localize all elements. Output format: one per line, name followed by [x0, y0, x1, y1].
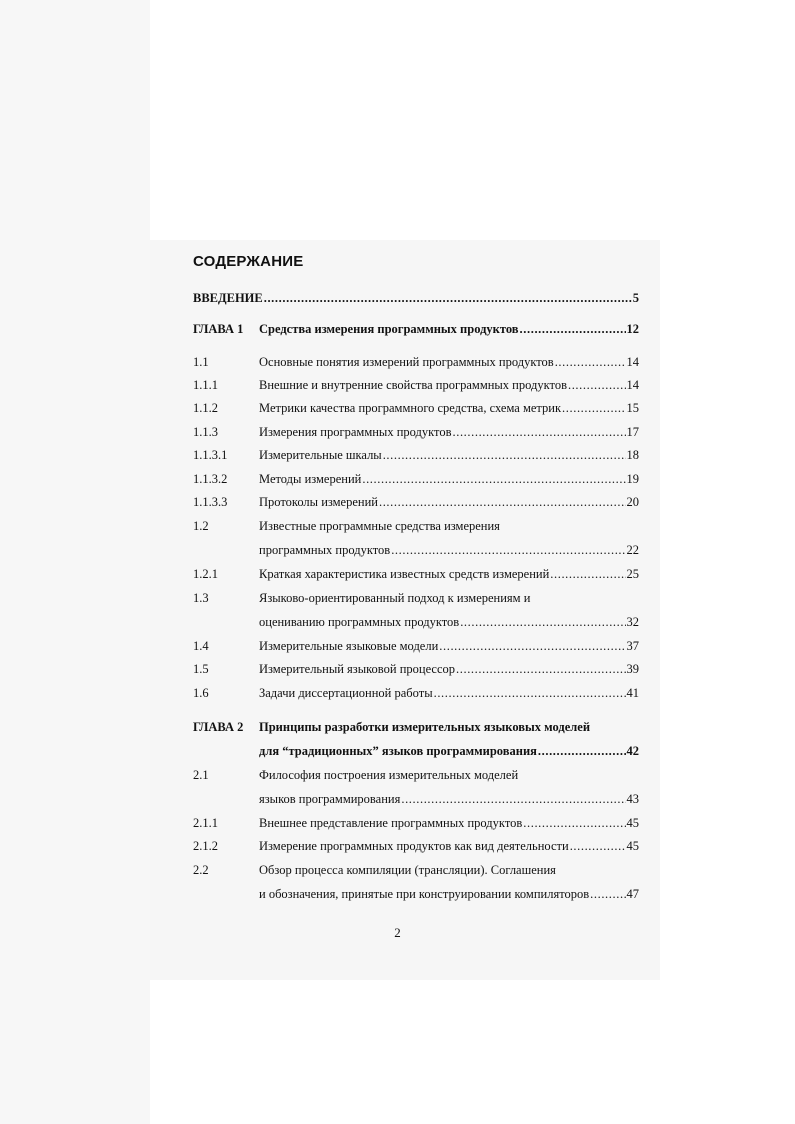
dot-leader [568, 376, 626, 394]
toc-entry-page: 14 [626, 355, 639, 369]
toc-entry-line [259, 790, 639, 808]
toc-entry-line [259, 517, 639, 535]
dot-leader [453, 423, 626, 441]
toc-entry-title: Методы измерений [259, 472, 362, 486]
toc-entry-line [259, 376, 639, 394]
toc-entry-number: 2.2 [193, 863, 209, 877]
toc-entry [193, 660, 639, 678]
toc-entry-title: и обозначения, принятые при конструировании компиляторов [259, 887, 590, 901]
toc-entry-number: 1.2.1 [193, 567, 218, 581]
toc-entry-page: 14 [626, 378, 639, 392]
dot-leader [550, 565, 625, 583]
toc-entry-line [259, 423, 639, 441]
toc-entry [193, 399, 639, 417]
toc-entry [193, 718, 639, 736]
toc-entry-page: 32 [626, 615, 639, 629]
dot-leader [383, 446, 626, 464]
dot-leader [570, 837, 626, 855]
toc-entry-title: Языково-ориентированный подход к измерениям и [259, 591, 531, 605]
toc-entry-number: 2.1.1 [193, 816, 218, 830]
toc-entry [193, 565, 639, 583]
toc-entry [193, 517, 639, 535]
dot-leader [456, 660, 625, 678]
toc-entry-line [259, 470, 639, 488]
toc-entry-title: Средства измерения программных продуктов [259, 322, 519, 336]
toc-heading: СОДЕРЖАНИЕ [193, 253, 304, 270]
toc-entry-page: 41 [626, 686, 639, 700]
toc-entry-page: 42 [626, 744, 639, 758]
toc-entry-title: оцениванию программных продуктов [259, 615, 460, 629]
toc-entry [193, 470, 639, 488]
dot-leader [401, 790, 625, 808]
dot-leader [523, 814, 625, 832]
toc-entry-number: 1.1.3.3 [193, 495, 228, 509]
toc-entry-number: 1.2 [193, 519, 209, 533]
dot-leader [520, 320, 626, 338]
toc-entry-title: Измерительные языковые модели [259, 639, 439, 653]
toc-entry-number: 1.1.1 [193, 378, 218, 392]
toc-entry [193, 289, 639, 307]
toc-entry-line [259, 589, 639, 607]
toc-entry-line [259, 718, 639, 736]
toc-entry-page: 37 [626, 639, 639, 653]
toc-entry [193, 885, 639, 903]
toc-entry-line [259, 353, 639, 371]
toc-entry-line [259, 399, 639, 417]
toc-entry-line [259, 541, 639, 559]
toc-entry-title: Измерение программных продуктов как вид деятельности [259, 839, 569, 853]
toc-entry-title: Известные программные средства измерения [259, 519, 500, 533]
toc-entry-page: 5 [632, 291, 639, 305]
toc-entry [193, 790, 639, 808]
toc-entry-page: 45 [626, 816, 639, 830]
toc-entry-line [259, 742, 639, 760]
toc-entry-page: 17 [626, 425, 639, 439]
toc-entry-page: 47 [626, 887, 639, 901]
toc-entry [193, 861, 639, 879]
toc-entry [193, 353, 639, 371]
toc-entry-line [259, 814, 639, 832]
toc-entry-page: 15 [626, 401, 639, 415]
toc-entry-title: Принципы разработки измерительных языковых моделей [259, 720, 591, 734]
toc-entry [193, 423, 639, 441]
toc-entry-line [259, 766, 639, 784]
toc-entry-page: 43 [626, 792, 639, 806]
toc-entry-line [193, 289, 639, 307]
dot-leader [590, 885, 625, 903]
toc-entry-title: Обзор процесса компиляции (трансляции). Соглашения [259, 863, 556, 877]
toc-entry-number: 1.1.3.2 [193, 472, 228, 486]
toc-entry-line [259, 660, 639, 678]
toc-entry-number: 1.4 [193, 639, 209, 653]
toc-entry-line [259, 861, 639, 879]
toc-entry [193, 541, 639, 559]
toc-entry-page: 22 [626, 543, 639, 557]
dot-leader [434, 684, 626, 702]
toc-entry [193, 613, 639, 631]
page-number: 2 [394, 925, 401, 940]
toc-entry-number: 2.1.2 [193, 839, 218, 853]
toc-entry-number: 1.1.3 [193, 425, 218, 439]
dot-leader [538, 742, 626, 760]
toc-entry-line [259, 637, 639, 655]
toc-entry-title: Основные понятия измерений программных продуктов [259, 355, 554, 369]
toc-entry-number: 1.5 [193, 662, 209, 676]
dot-leader [562, 399, 625, 417]
toc-entry-line [259, 613, 639, 631]
toc-entry [193, 446, 639, 464]
dot-leader [391, 541, 625, 559]
toc-entry-number: ГЛАВА 2 [193, 720, 244, 734]
toc-entry-title: Внешнее представление программных продуктов [259, 816, 523, 830]
toc-entry-title: Задачи диссертационной работы [259, 686, 433, 700]
dot-leader [362, 470, 625, 488]
dot-leader [264, 289, 632, 307]
toc-entry-page: 12 [626, 322, 639, 336]
dot-leader [460, 613, 625, 631]
toc-entry-title: программных продуктов [259, 543, 391, 557]
toc-entry-line [259, 684, 639, 702]
toc-entry-number: 1.6 [193, 686, 209, 700]
toc-entry-line [259, 885, 639, 903]
scan-margin-shade [0, 0, 150, 1124]
toc-entry [193, 589, 639, 607]
toc-entry-number: 1.1.3.1 [193, 448, 228, 462]
toc-entry-page: 25 [626, 567, 639, 581]
toc-entry-line [259, 565, 639, 583]
toc-entry-number: 1.1.2 [193, 401, 218, 415]
toc-entry [193, 742, 639, 760]
toc-entry [193, 376, 639, 394]
toc-entry-line [259, 837, 639, 855]
toc-entry-number: 1.1 [193, 355, 209, 369]
toc-entry-page: 20 [626, 495, 639, 509]
toc-entry-title: Философия построения измерительных моделей [259, 768, 519, 782]
toc-entry-line [259, 320, 639, 338]
dot-leader [555, 353, 626, 371]
toc-entry [193, 637, 639, 655]
toc-entry-line [259, 493, 639, 511]
dot-leader [379, 493, 626, 511]
toc-entry-title: ВВЕДЕНИЕ [193, 291, 263, 305]
toc-entry-title: Измерительный языковой процессор [259, 662, 456, 676]
toc-entry-page: 39 [626, 662, 639, 676]
toc-entry-title: для “традиционных” языков программирования [259, 744, 537, 758]
toc-entry-page: 19 [626, 472, 639, 486]
toc-entry-title: Внешние и внутренние свойства программных продуктов [259, 378, 567, 392]
toc-entry [193, 814, 639, 832]
toc-entry-title: Метрики качества программного средства, схема метрик [259, 401, 562, 415]
toc-entry [193, 684, 639, 702]
toc-entry [193, 493, 639, 511]
toc-entry-page: 45 [626, 839, 639, 853]
toc-entry-title: Краткая характеристика известных средств измерений [259, 567, 550, 581]
dot-leader [439, 637, 625, 655]
toc-entry-line [259, 446, 639, 464]
toc-entry-title: Измерения программных продуктов [259, 425, 452, 439]
toc-entry-title: Протоколы измерений [259, 495, 378, 509]
toc-entry [193, 837, 639, 855]
toc-entry-number: ГЛАВА 1 [193, 322, 244, 336]
toc-entry-title: языков программирования [259, 792, 401, 806]
toc-entry [193, 320, 639, 338]
toc-entry-page: 18 [626, 448, 639, 462]
toc-entry-number: 2.1 [193, 768, 209, 782]
toc-entry [193, 766, 639, 784]
toc-entry-number: 1.3 [193, 591, 209, 605]
toc-entry-title: Измерительные шкалы [259, 448, 382, 462]
